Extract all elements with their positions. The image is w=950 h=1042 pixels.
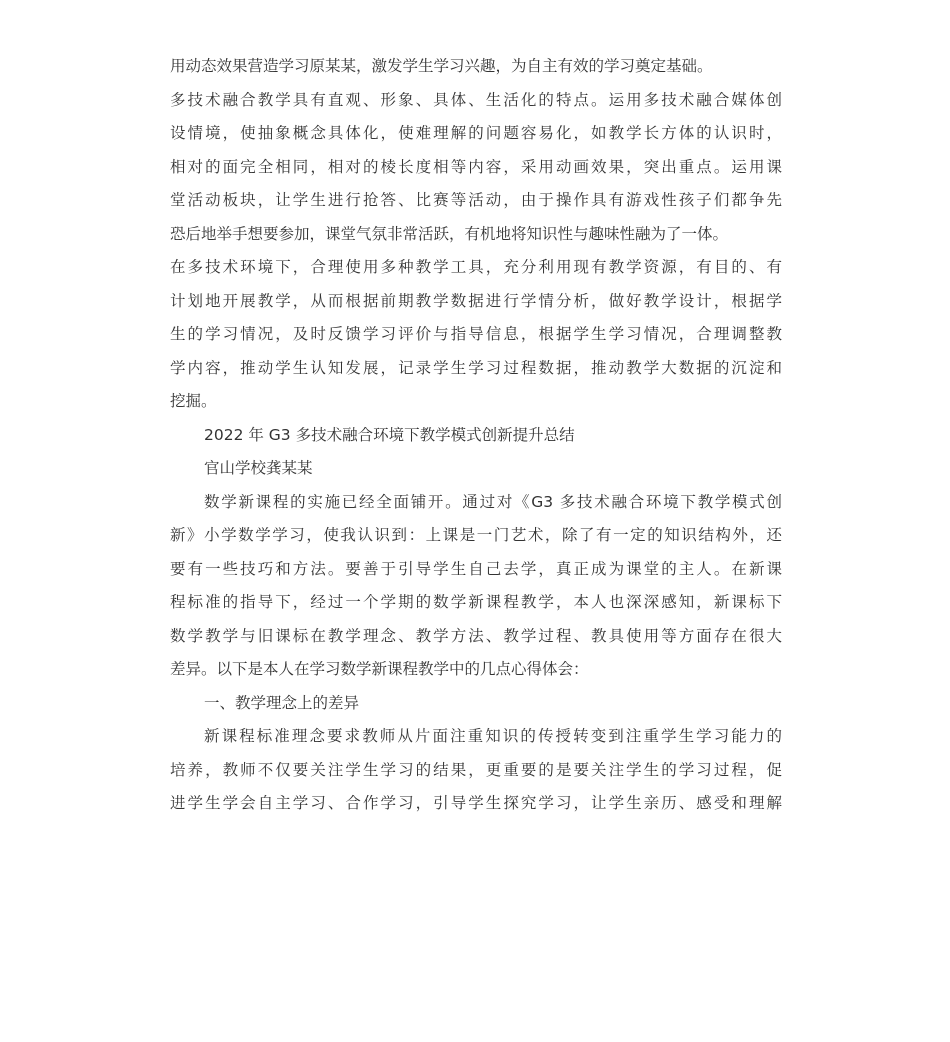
text-line: 恐后地举手想要参加，课堂气氛非常活跃，有机地将知识性与趣味性融为了一体。 xyxy=(170,224,729,243)
document-body xyxy=(170,50,782,821)
text-line: 计划地开展教学，从而根据前期教学数据进行学情分析，做好教学设计，根据学 xyxy=(170,291,782,310)
text-line: 堂活动板块，让学生进行抢答、比赛等活动，由于操作具有游戏性孩子们都争先 xyxy=(170,191,782,209)
text-line: 2022 年 G3 多技术融合环境下教学模式创新提升总结 xyxy=(204,425,575,444)
text-line: 差异。以下是本人在学习数学新课程教学中的几点心得体会： xyxy=(170,660,589,678)
text-line: 新课程标准理念要求教师从片面注重知识的传授转变到注重学生学习能力的 xyxy=(204,727,782,745)
text-line: 数学教学与旧课标在教学理念、教学方法、教学过程、教具使用等方面存在很大 xyxy=(170,626,782,645)
text-line: 用动态效果营造学习原某某，激发学生学习兴趣，为自主有效的学习奠定基础。 xyxy=(170,57,713,75)
text-line: 一、教学理念上的差异 xyxy=(204,693,360,712)
text-line: 多技术融合教学具有直观、形象、具体、生活化的特点。运用多技术融合媒体创 xyxy=(170,90,782,109)
text-line: 程标准的指导下，经过一个学期的数学新课程教学，本人也深深感知，新课标下 xyxy=(170,593,782,611)
text-line: 进学生学会自主学习、合作学习，引导学生探究学习，让学生亲历、感受和理解 xyxy=(170,794,782,812)
text-line: 在多技术环境下，合理使用多种教学工具，充分利用现有教学资源，有目的、有 xyxy=(170,258,782,276)
text-line: 要有一些技巧和方法。要善于引导学生自己去学，真正成为课堂的主人。在新课 xyxy=(170,559,782,578)
text-line: 培养，教师不仅要关注学生学习的结果，更重要的是要关注学生的学习过程，促 xyxy=(170,760,782,779)
text-line: 挖掘。 xyxy=(170,392,217,410)
text-line: 新》小学数学学习，使我认识到：上课是一门艺术，除了有一定的知识结构外，还 xyxy=(170,526,782,544)
text-line: 相对的面完全相同，相对的棱长度相等内容，采用动画效果，突出重点。运用课 xyxy=(170,157,782,176)
text-line: 学内容，推动学生认知发展，记录学生学习过程数据，推动教学大数据的沉淀和 xyxy=(170,358,782,377)
text-line: 数学新课程的实施已经全面铺开。通过对《G3 多技术融合环境下教学模式创 xyxy=(204,492,782,511)
text-line: 设情境，使抽象概念具体化，使难理解的问题容易化，如教学长方体的认识时， xyxy=(170,124,782,142)
text-line: 官山学校龚某某 xyxy=(204,459,313,477)
text-line: 生的学习情况，及时反馈学习评价与指导信息，根据学生学习情况，合理调整教 xyxy=(170,325,782,343)
